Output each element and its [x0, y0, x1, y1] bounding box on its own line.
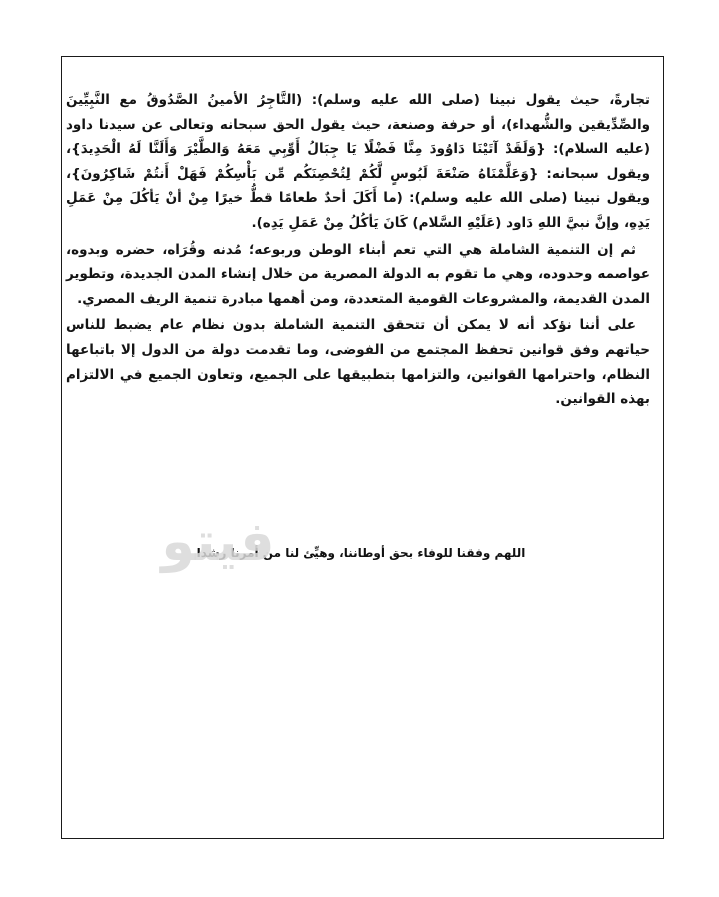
- document-body: [66, 88, 650, 412]
- paragraph-public-order: على أننا نؤكد أنه لا يمكن أن تتحقق التنمية الشاملة بدون نظام عام يضبط للناس حياتهم وفق قوانين تحفظ المجتمع من الفوضى، وما تقدمت دولة من الدول إلا باتباعها النظام، واحترامها القوانين، والتزامها بتطبيقها على الجميع، وتعاون الجميع في الالتزام بهذه القوانين.: [66, 317, 650, 408]
- watermark-logo-text: فيتو: [161, 510, 275, 573]
- vito-watermark-logo: [133, 508, 303, 578]
- closing-prayer: اللهم وفقنا للوفاء بحق أوطاننا، وهيِّئ لنا من أمرنا رشدا: [196, 546, 526, 560]
- paragraph-comprehensive-development: ثم إن التنمية الشاملة هي التي تعم أبناء الوطن وربوعه؛ مُدنه وقُرَاه، حضره وبدوه، عواصمه وحدوده، وهي ما تقوم به الدولة المصرية من خلال إنشاء المدن الجديدة، وتطوير المدن القديمة، والمشروعات القومية المتعددة، ومن أهمها مبادرة تنمية الريف المصري.: [66, 241, 650, 307]
- paragraph-trade-hadith: تجارةً، حيث يقول نبينا (صلى الله عليه وسلم): (التَّاجِرُ الأمينُ الصَّدُوقُ مع النَّبِيِّينَ والصِّدِّيقين والشُّهداء)، أو حرفة وصنعة، حيث يقول الحق سبحانه وتعالى عن سيدنا داود (عليه السلام): {وَلَقَدْ آتَيْنَا دَاوُودَ مِنَّا فَضْلًا يَا جِبَالُ أَوِّبِي مَعَهُ وَالطَّيْرَ وَأَلَنَّا لَهُ الْحَدِيدَ}، ويقول سبحانه: {وَعَلَّمْنَاهُ صَنْعَةَ لَبُوسٍ لَّكُمْ لِتُحْصِنَكُم مِّن بَأْسِكُمْ فَهَلْ أَنتُمْ شَاكِرُونَ}، ويقول نبينا (صلى الله عليه وسلم): (ما أَكَلَ أحدٌ طعامًا قطُّ خيرًا مِنْ أنْ يَأكُلَ مِنْ عَمَلِ يَدِهِ، وإنَّ نبيَّ اللهِ دَاود (عَلَيْهِ السَّلام) كَانَ يَأكُلُ مِنْ عَمَلِ يَدِه).: [66, 92, 650, 231]
